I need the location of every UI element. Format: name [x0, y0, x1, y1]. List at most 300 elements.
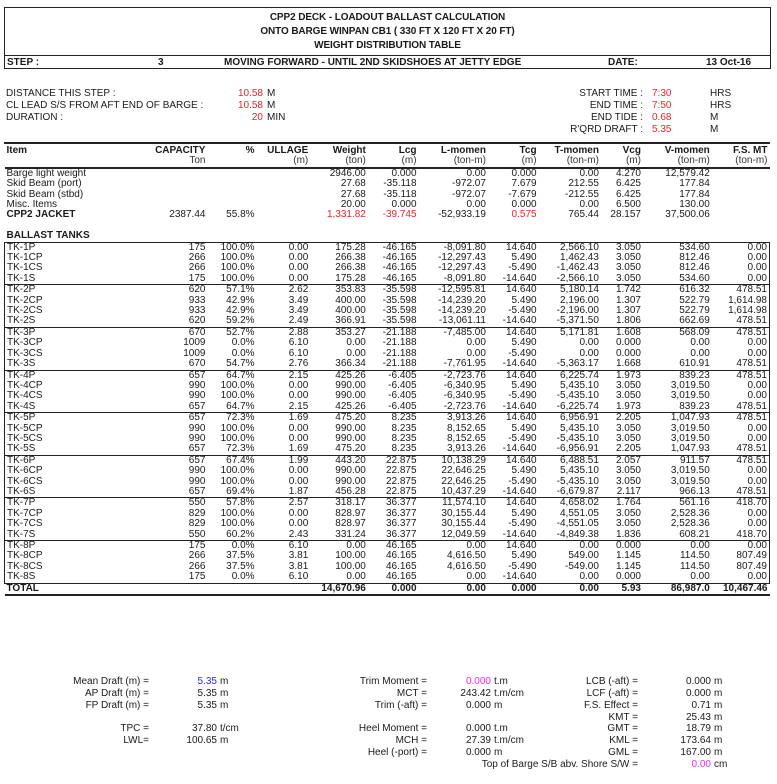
cell-l-moment: 0.00	[466, 337, 486, 349]
column-header-fs-moment	[712, 146, 770, 168]
cell-l-moment: -7,485.00	[443, 326, 486, 338]
table-row	[5, 274, 770, 285]
cell-vcg: 1.307	[615, 294, 641, 306]
column-title: V-momen	[664, 145, 710, 156]
cell-capacity: 266	[188, 252, 206, 264]
cell-t-moment: 4,551.05	[560, 507, 599, 519]
info-label: DURATION :	[6, 112, 64, 123]
cell-tcg: 5.490	[511, 550, 537, 562]
cell-t-moment: 6,488.51	[560, 454, 599, 466]
cell-percent: 0.0%	[231, 337, 255, 349]
cell-l-moment: 30,155.44	[441, 507, 486, 519]
cell-tcg: 14.640	[505, 454, 537, 466]
summary-label: MCT =	[396, 688, 427, 699]
cell-lcg: -6.405	[388, 369, 417, 381]
cell-ullage: 6.10	[288, 571, 309, 583]
cell-v-moment: 3,019.50	[670, 475, 710, 487]
cell-l-moment: -972.07	[452, 178, 486, 190]
cell-fs-moment: 807.49	[736, 560, 767, 572]
info-unit: M	[710, 112, 719, 123]
cell-item: TK-1CP	[7, 252, 43, 264]
column-header-tcg	[488, 146, 539, 168]
cell-fs-moment: 1,614.98	[728, 305, 767, 317]
cell-l-moment: -12,297.43	[438, 262, 486, 274]
cell-item: Barge light weight	[6, 167, 86, 179]
column-header-t-moment	[539, 146, 601, 168]
cell-capacity: 266	[188, 550, 206, 562]
info-unit: HRS	[710, 88, 732, 99]
cell-vcg: 3.050	[615, 432, 641, 444]
cell-v-moment: 966.13	[679, 485, 710, 497]
column-unit: (ton-m)	[566, 155, 599, 167]
report-subtitle-table: WEIGHT DISTRIBUTION TABLE	[314, 40, 461, 51]
table-row	[5, 583, 770, 595]
column-header-vcg	[601, 146, 643, 168]
summary-value: 37.80	[191, 723, 217, 734]
info-value: 10.58	[237, 100, 263, 111]
cell-tcg: 7.679	[511, 178, 537, 190]
cell-v-moment: 1,047.93	[670, 443, 710, 455]
cell-t-moment: -4,849.38	[556, 528, 599, 540]
cell-weight: 443.20	[335, 454, 366, 466]
cell-fs-moment: 478.51	[736, 326, 767, 338]
cell-lcg: -46.165	[382, 272, 417, 284]
column-unit: (ton)	[345, 155, 366, 167]
summary-value: 27.39	[465, 735, 491, 746]
cell-capacity: 990	[188, 475, 206, 487]
cell-weight: 0.00	[346, 571, 366, 583]
cell-l-moment: -2,723.76	[443, 400, 486, 412]
cell-vcg: 1.145	[615, 560, 641, 572]
cell-v-moment: 0.00	[690, 571, 710, 583]
cell-l-moment: 0.00	[466, 167, 486, 179]
summary-label: Heel (-port) =	[367, 747, 427, 758]
cell-weight: 175.28	[335, 272, 366, 284]
cell-percent: 59.2%	[226, 315, 255, 327]
cell-ullage: 1.99	[288, 454, 309, 466]
cell-item: TK-2P	[7, 284, 36, 296]
cell-v-moment: 177.84	[679, 188, 710, 200]
cell-l-moment: 0.00	[466, 199, 486, 211]
cell-v-moment: 0.00	[690, 347, 710, 359]
cell-weight: 100.00	[335, 560, 366, 572]
cell-tcg: 0.000	[511, 199, 537, 211]
tank-group	[5, 327, 770, 370]
summary-value: 0.000	[465, 700, 491, 711]
table-row	[5, 190, 770, 200]
summary-label: LWL=	[123, 735, 149, 746]
cell-percent: 100.0%	[220, 432, 255, 444]
cell-item: TK-4S	[7, 400, 36, 412]
cell-percent: 100.0%	[220, 272, 255, 284]
cell-v-moment: 534.60	[679, 272, 710, 284]
cell-item: TK-4CP	[7, 379, 43, 391]
summary-unit: m	[220, 688, 229, 699]
cell-capacity: 2387.44	[169, 209, 206, 221]
cell-fs-moment: 418.70	[736, 497, 767, 509]
cell-l-moment: 0.00	[466, 540, 486, 552]
cell-l-moment: -14,239.20	[438, 294, 486, 306]
cell-l-moment: 3,913.26	[446, 412, 486, 424]
cell-ullage	[257, 210, 311, 220]
cell-v-moment: 3,019.50	[670, 379, 710, 391]
table-row	[5, 391, 770, 401]
cell-vcg: 2.205	[615, 412, 641, 424]
cell-ullage: 2.15	[288, 369, 309, 381]
step-value: 3	[158, 57, 164, 68]
cell-item: TK-1P	[7, 241, 36, 253]
cell-weight: 990.00	[335, 422, 366, 434]
summary-value: 25.43	[685, 712, 711, 723]
cell-fs-moment: 0.00	[747, 571, 767, 583]
info-unit: HRS	[710, 100, 732, 111]
step-row	[5, 55, 770, 69]
cell-vcg: 4.270	[615, 167, 641, 179]
cell-v-moment: 839.23	[679, 400, 710, 412]
cell-weight: 318.17	[335, 497, 366, 509]
cell-vcg: 0.000	[615, 337, 641, 349]
column-unit	[7, 156, 142, 166]
cell-capacity: 266	[188, 560, 206, 572]
cell-fs-moment: 0.00	[747, 252, 767, 264]
cell-v-moment: 568.09	[679, 326, 710, 338]
cell-lcg: 22.875	[385, 465, 417, 477]
cell-v-moment: 114.50	[679, 550, 710, 562]
cell-lcg: 0.000	[391, 167, 417, 179]
cell-ullage	[257, 190, 311, 200]
cell-capacity: 933	[188, 305, 206, 317]
cell-lcg: 8.235	[391, 412, 417, 424]
cell-t-moment: 0.00	[539, 583, 601, 595]
cell-percent: 60.2%	[226, 528, 255, 540]
tank-group	[5, 498, 770, 541]
cell-weight: 266.38	[335, 252, 366, 264]
cell-lcg: -39.745	[382, 209, 417, 221]
cell-l-moment: 8,152.65	[446, 432, 486, 444]
cell-ullage: 2.62	[288, 284, 309, 296]
summary-unit: t.m/cm	[494, 735, 524, 746]
summary-unit: m	[714, 712, 723, 723]
cell-v-moment: 0.00	[690, 337, 710, 349]
cell-t-moment: -2,566.10	[556, 272, 599, 284]
cell-capacity: 175	[188, 571, 206, 583]
cell-l-moment: 10,138.29	[441, 454, 486, 466]
cell-v-moment: 608.21	[679, 528, 710, 540]
cell-weight: 400.00	[335, 305, 366, 317]
cell-capacity: 990	[188, 432, 206, 444]
cell-fs-moment: 1,614.98	[728, 294, 767, 306]
column-header-weight	[310, 146, 368, 168]
summary-unit: m	[714, 747, 723, 758]
info-value: 10.58	[237, 88, 263, 99]
cell-vcg: 6.425	[615, 178, 641, 190]
cell-vcg: 1.973	[615, 400, 641, 412]
cell-l-moment: -7,761.95	[443, 358, 486, 370]
cell-lcg: -35.598	[382, 284, 417, 296]
cell-lcg: -6.405	[388, 379, 417, 391]
cell-vcg: 2.205	[615, 443, 641, 455]
cell-percent: 0.0%	[231, 540, 255, 552]
cell-vcg: 0.000	[615, 347, 641, 359]
cell-percent	[207, 583, 256, 595]
total-section	[5, 583, 770, 595]
info-value: 0.68	[652, 112, 672, 123]
cell-tcg: -14.640	[502, 485, 537, 497]
info-unit: MIN	[267, 112, 286, 123]
cell-v-moment: 114.50	[679, 560, 710, 572]
cell-capacity: 657	[188, 412, 206, 424]
cell-percent: 69.4%	[226, 485, 255, 497]
cell-weight: 990.00	[335, 465, 366, 477]
cell-l-moment: -2,723.76	[443, 369, 486, 381]
date-value: 13 Oct-16	[706, 57, 752, 68]
cell-t-moment: -5,363.17	[556, 358, 599, 370]
cell-ullage: 0.00	[288, 465, 309, 477]
cell-item: TK-3S	[7, 358, 36, 370]
cell-t-moment: 4,658.02	[560, 497, 599, 509]
summary-value: 5.35	[197, 676, 217, 687]
cell-lcg: 46.165	[385, 560, 417, 572]
cell-weight: 1,331.82	[326, 209, 366, 221]
cell-item: TK-7P	[7, 497, 36, 509]
cell-fs-moment: 0.00	[747, 379, 767, 391]
cell-capacity: 175	[188, 272, 206, 284]
info-unit: M	[267, 100, 276, 111]
report-header	[4, 7, 771, 69]
cell-vcg: 3.050	[615, 507, 641, 519]
column-unit: (ton-m)	[453, 155, 486, 167]
cell-percent: 0.0%	[231, 571, 255, 583]
cell-ullage: 1.69	[288, 443, 309, 455]
cell-ullage: 0.00	[288, 241, 309, 253]
cell-percent: 100.0%	[220, 475, 255, 487]
cell-weight: 828.97	[335, 518, 366, 530]
column-unit: (m)	[521, 155, 537, 167]
date-label: DATE:	[608, 57, 638, 68]
cell-item: TK-7CP	[7, 507, 43, 519]
cell-fs-moment: 0.00	[747, 337, 767, 349]
cell-vcg: 1.307	[615, 305, 641, 317]
cell-v-moment: 86,987.0	[643, 583, 712, 595]
summary-value: 0.71	[691, 700, 711, 711]
cell-ullage: 0.00	[288, 252, 309, 264]
cell-vcg: 1.608	[615, 326, 641, 338]
summary-unit: m	[494, 747, 503, 758]
cell-t-moment: -549.00	[565, 560, 599, 572]
cell-fs-moment	[712, 200, 770, 210]
cell-tcg: 5.490	[511, 337, 537, 349]
cell-l-moment: -14,239.20	[438, 305, 486, 317]
cell-t-moment: -1,462.43	[556, 262, 599, 274]
cell-item: TK-5S	[7, 443, 36, 455]
cell-v-moment: 911.57	[679, 454, 710, 466]
cell-weight: 175.28	[335, 241, 366, 253]
cell-vcg: 1.836	[615, 528, 641, 540]
cell-item: TK-2S	[7, 315, 36, 327]
summary-unit: m	[220, 735, 229, 746]
cell-item: TK-2CS	[7, 305, 43, 317]
cell-percent	[207, 179, 256, 189]
cell-vcg: 0.000	[615, 540, 641, 552]
cell-lcg: 46.165	[385, 540, 417, 552]
summary-unit: m	[220, 700, 229, 711]
cell-tcg: 0.575	[511, 209, 537, 221]
cell-ullage: 3.49	[288, 305, 309, 317]
summary-label: LCB (-aft) =	[586, 676, 638, 687]
cell-capacity: 990	[188, 422, 206, 434]
cell-vcg: 3.050	[615, 252, 641, 264]
summary-label: Trim (-aft) =	[374, 700, 427, 711]
cell-item: TK-4P	[7, 369, 36, 381]
cell-vcg: 5.93	[601, 583, 643, 595]
cell-ullage: 6.10	[288, 337, 309, 349]
summary-value: 0.000	[465, 723, 491, 734]
cell-l-moment: 0.00	[466, 571, 486, 583]
cell-v-moment: 3,019.50	[670, 432, 710, 444]
cell-lcg: -21.188	[382, 358, 417, 370]
cell-tcg: 5.490	[511, 379, 537, 391]
cell-capacity: 990	[188, 379, 206, 391]
cell-fs-moment: 478.51	[736, 485, 767, 497]
cell-tcg: 0.000	[488, 583, 539, 595]
cell-lcg: 36.377	[385, 518, 417, 530]
cell-weight: 353.83	[335, 284, 366, 296]
cell-percent: 54.7%	[226, 358, 255, 370]
cell-l-moment: -8,091.80	[443, 272, 486, 284]
cell-percent: 37.5%	[226, 560, 255, 572]
info-unit: M	[710, 124, 719, 135]
column-header-ullage	[257, 146, 311, 168]
cell-vcg: 1.145	[615, 550, 641, 562]
table-row	[5, 572, 770, 583]
cell-t-moment: 0.00	[579, 347, 599, 359]
cell-capacity: 670	[188, 358, 206, 370]
cell-weight: 2946.00	[329, 167, 366, 179]
cell-percent: 100.0%	[220, 390, 255, 402]
summary-unit: t.m	[494, 676, 508, 687]
cell-vcg: 1.668	[615, 358, 641, 370]
cell-ullage	[257, 583, 311, 595]
summary-unit: m	[714, 700, 723, 711]
cell-capacity: 990	[188, 390, 206, 402]
table-row	[5, 444, 770, 455]
cell-percent: 57.1%	[226, 284, 255, 296]
cell-tcg: -14.640	[502, 315, 537, 327]
cell-lcg: 8.235	[391, 443, 417, 455]
cell-item: TK-6CS	[7, 475, 43, 487]
cell-ullage: 0.00	[288, 475, 309, 487]
cell-t-moment: 6,956.91	[560, 412, 599, 424]
cell-weight: 990.00	[335, 379, 366, 391]
cell-tcg: 14.640	[505, 326, 537, 338]
cell-fs-moment: 478.51	[736, 454, 767, 466]
cell-l-moment: 10,437.29	[441, 485, 486, 497]
cell-capacity: 657	[188, 369, 206, 381]
cell-tcg: -5.490	[508, 432, 537, 444]
cell-percent: 100.0%	[220, 507, 255, 519]
cell-item: TK-1CS	[7, 262, 43, 274]
column-unit: (m)	[401, 155, 417, 167]
cell-v-moment: 839.23	[679, 369, 710, 381]
cell-v-moment: 812.46	[679, 262, 710, 274]
cell-fs-moment	[712, 190, 770, 200]
column-header-l-moment	[419, 146, 488, 168]
table-row	[5, 487, 770, 498]
cell-item: Misc. Items	[6, 199, 58, 211]
summary-value: 5.35	[197, 688, 217, 699]
cell-item: TK-1S	[7, 272, 36, 284]
cell-percent: 100.0%	[220, 241, 255, 253]
cell-item: TK-4CS	[7, 390, 43, 402]
table-row	[5, 359, 770, 370]
cell-percent: 100.0%	[220, 379, 255, 391]
cell-vcg: 6.425	[615, 188, 641, 200]
cell-weight: 14,670.96	[310, 583, 368, 595]
cell-v-moment: 3,019.50	[670, 422, 710, 434]
cell-tcg: -14.640	[502, 400, 537, 412]
cell-tcg: -14.640	[502, 272, 537, 284]
cell-fs-moment: 478.51	[736, 369, 767, 381]
cell-t-moment: 2,196.00	[560, 294, 599, 306]
cell-percent: 37.5%	[226, 550, 255, 562]
cell-t-moment: 5,180.14	[560, 284, 599, 296]
column-title: F.S. MT	[733, 145, 768, 156]
cell-capacity: 657	[188, 454, 206, 466]
column-unit: (ton-m)	[677, 155, 710, 167]
cell-tcg: 5.490	[511, 422, 537, 434]
info-label: DISTANCE THIS STEP :	[6, 88, 116, 99]
cell-lcg: -46.165	[382, 241, 417, 253]
cell-lcg: -46.165	[382, 252, 417, 264]
cell-item: Skid Beam (port)	[6, 178, 82, 190]
cell-fs-moment: 478.51	[736, 315, 767, 327]
cell-ullage: 0.00	[288, 262, 309, 274]
cell-weight: 100.00	[335, 550, 366, 562]
cell-lcg: 0.000	[368, 583, 419, 595]
column-unit: (ton-m)	[735, 155, 768, 167]
cell-weight: 828.97	[335, 507, 366, 519]
summary-label: TPC =	[120, 723, 149, 734]
cell-fs-moment	[712, 168, 770, 179]
step-label: STEP :	[7, 57, 40, 68]
cell-lcg: 8.235	[391, 432, 417, 444]
cell-capacity: 670	[188, 326, 206, 338]
cell-fs-moment: 0.00	[747, 241, 767, 253]
column-header-lcg	[368, 146, 419, 168]
column-unit: Ton	[189, 155, 206, 167]
cell-ullage: 6.10	[288, 540, 309, 552]
cell-vcg: 1.973	[615, 369, 641, 381]
cell-tcg: -5.490	[508, 560, 537, 572]
cell-v-moment: 522.79	[679, 305, 710, 317]
cell-weight: 27.68	[340, 178, 366, 190]
summary-label: MCH =	[395, 735, 427, 746]
cell-lcg: -6.405	[388, 400, 417, 412]
cell-tcg: 14.640	[505, 497, 537, 509]
cell-percent: 0.0%	[231, 347, 255, 359]
cell-ullage: 0.00	[288, 379, 309, 391]
cell-capacity: 657	[188, 400, 206, 412]
summary-value: 18.79	[685, 723, 711, 734]
cell-t-moment: 0.00	[579, 167, 599, 179]
cell-fs-moment: 478.51	[736, 400, 767, 412]
cell-item: TK-8S	[7, 571, 36, 583]
cell-t-moment: 0.00	[579, 571, 599, 583]
summary-value: 0.00	[691, 759, 711, 770]
summary-value: 167.00	[680, 747, 711, 758]
cell-percent: 72.3%	[226, 412, 255, 424]
cell-percent	[207, 190, 256, 200]
